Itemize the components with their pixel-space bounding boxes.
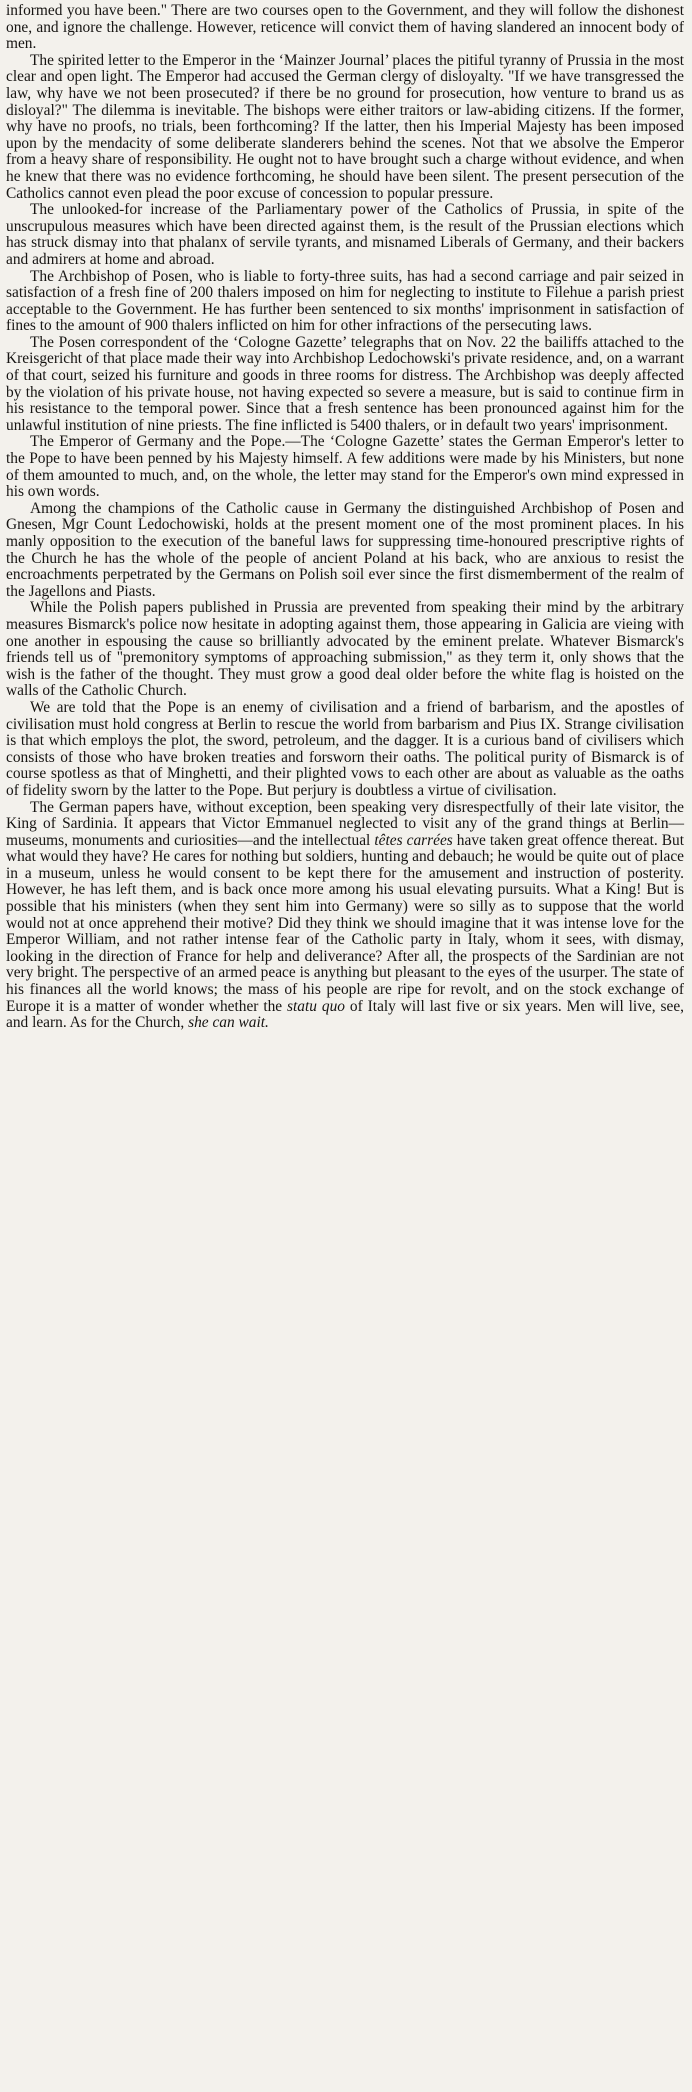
text-run: have taken great offence thereat. But what would they have? He cares for nothing but soldiers, hunting and debauch; he would be quite out of place in a museum, unless he would consent to be kept there for the amusement and instruction of posterity. However, he has left them, and is back once more among his usual elevating pursuits. What a King! But is possible that his ministers (when they sent him into Germany) were so silly as to suppose that the world would not at once apprehend their motive? Did they think we should imagine that it was intense love for the Emperor William, and not rather intense fear of the Catholic party in Italy, whom it sees, with dismay, looking in the direction of France for help and deliverance? After all, the prospects of the Sardinian are not very bright. The perspective of an armed peace is anything but pleasant to the eyes of the usurper. The state of his finances all the world knows; the mass of his people are ripe for revolt, and on the stock exchange of Europe it is a matter of wonder whether the bbox=[6, 831, 684, 1015]
text-run: The Emperor of Germany and the Pope.—The ‘Cologne Gazette’ states the German Emperor's letter to the Pope to have been penned by his Majesty himself. A few additions were made by his Ministers, but none of them amounted to much, and, on the whole, the letter may stand for the Emperor's own mind expressed in his own words. bbox=[6, 433, 684, 501]
article-paragraph bbox=[6, 434, 684, 500]
text-run: The German papers have, without exception, been speaking very disrespectfully of their late visitor, the King of Sardinia. It appears that Victor Emmanuel neglected to visit any of the grand things at Berlin—museums, monuments and curiosities—and the intellectual bbox=[6, 798, 684, 849]
text-run: The Posen correspondent of the ‘Cologne Gazette’ telegraphs that on Nov. 22 the bailiffs attached to the Kreisgericht of that place made their way into Archbishop Ledochowski's private residence, and, on a warrant of that court, seized his furniture and goods in three rooms for distress. The Archbishop was deeply affected by the violation of his private house, not having expected so severe a measure, but is said to continue firm in his resistance to the temporal power. Since that a fresh sentence has been pronounced against him for the unlawful institution of nine priests. The fine inflicted is 5400 thalers, or in default two years' imprisonment. bbox=[6, 333, 684, 434]
article-paragraph bbox=[6, 335, 684, 435]
article-paragraph bbox=[6, 53, 684, 202]
article-paragraph bbox=[6, 600, 684, 700]
article-paragraph bbox=[6, 700, 684, 800]
italic-text-run: statu quo bbox=[287, 997, 345, 1015]
text-run: The spirited letter to the Emperor in the ‘Mainzer Journal’ places the pitiful tyranny of Prussia in the most clear and open light. The Emperor had accused the German clergy of disloyalty. "If we have transgressed the law, why have we not been prosecuted? if there be no ground for prosecution, how venture to brand us as disloyal?" The dilemma is inevitable. The bishops were either traitors or law-abiding citizens. If the former, why have no proofs, no trials, been forthcoming? If the latter, then his Imperial Majesty has been imposed upon by the mendacity of some deliberate slanderers behind the scenes. Not that we absolve the Emperor from a heavy share of responsibility. He ought not to have brought such a charge without evidence, and when he knew that there was no evidence forthcoming, he should have been silent. The present persecution of the Catholics cannot even plead the poor excuse of concession to popular pressure. bbox=[6, 51, 684, 202]
article-body bbox=[6, 3, 684, 1032]
article-paragraph bbox=[6, 501, 684, 601]
text-run: While the Polish papers published in Prussia are prevented from speaking their mind by the arbitrary measures Bismarck's police now hesitate in adopting against them, those appearing in Galicia are vieing with one another in espousing the cause so brilliantly advocated by the eminent prelate. Whatever Bismarck's friends tell us of "premonitory symptoms of approaching submission," as they term it, only shows that the wish is the father of the thought. They must grow a good deal older before the white flag is hoisted on the walls of the Catholic Church. bbox=[6, 599, 684, 700]
article-paragraph bbox=[6, 202, 684, 268]
text-run: Among the champions of the Catholic cause in Germany the distinguished Archbishop of Posen and Gnesen, Mgr Count Ledochowiski, holds at the present moment one of the most prominent places. In his manly opposition to the execution of the baneful laws for suppressing time-honoured prescriptive rights of the Church he has the whole of the people of ancient Poland at his back, who are anxious to resist the encroachments perpetrated by the Germans on Polish soil ever since the first dismemberment of the realm of the Jagellons and Piasts. bbox=[6, 499, 684, 600]
text-run: The Archbishop of Posen, who is liable to forty-three suits, has had a second carriage and pair seized in satisfaction of a fresh fine of 200 thalers imposed on him for neglecting to institute to Filehue a parish priest acceptable to the Government. He has further been sentenced to six months' imprisonment in satisfaction of fines to the amount of 900 thalers inflicted on him for other infractions of the persecuting laws. bbox=[6, 267, 684, 335]
text-run: We are told that the Pope is an enemy of civilisation and a friend of barbarism, and the apostles of civilisation must hold congress at Berlin to rescue the world from barbarism and Pius IX. Strange civilisation is that which employs the plot, the sword, petroleum, and the dagger. It is a curious band of civilisers which consists of those who have broken treaties and forsworn their oaths. The political purity of Bismarck is of course spotless as that of Minghetti, and their plighted vows to each other are about as valuable as the oaths of fidelity sworn by the latter to the Pope. But perjury is doubtless a virtue of civilisation. bbox=[6, 698, 684, 799]
article-paragraph bbox=[6, 800, 684, 1032]
text-run: The unlooked-for increase of the Parliamentary power of the Catholics of Prussia, in spite of the unscrupulous measures which have been directed against them, is the result of the Prussian elections which has struck dismay into that phalanx of servile tyrants, and misnamed Liberals of Germany, and their backers and admirers at home and abroad. bbox=[6, 201, 684, 268]
article-paragraph bbox=[6, 269, 684, 335]
article-paragraph bbox=[6, 3, 684, 53]
italic-text-run: she can wait. bbox=[188, 1014, 269, 1032]
italic-text-run: têtes carrées bbox=[374, 831, 453, 849]
text-run: informed you have been." There are two courses open to the Government, and they will follow the dishonest one, and ignore the challenge. However, reticence will convict them of having slandered an innocent body of men. bbox=[6, 2, 684, 53]
text-run: of Italy will last five or six years. Men will live, see, and learn. As for the Church, bbox=[6, 997, 684, 1032]
